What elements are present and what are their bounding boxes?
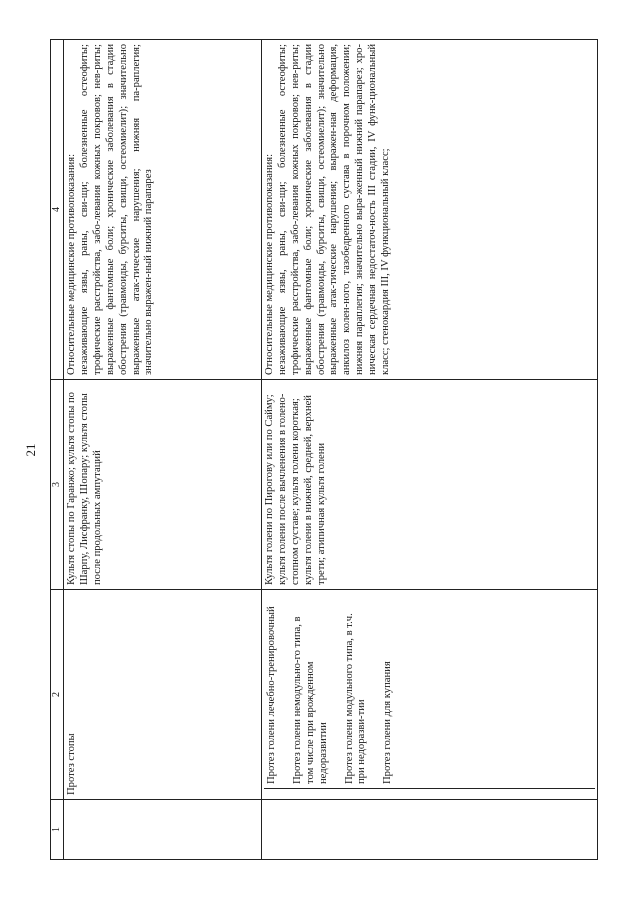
rotated-content [20, 40, 600, 860]
column-header-4: 4 [51, 40, 64, 380]
prosthesis-table [50, 39, 598, 860]
contraindications-title: Относительные медицинские противопоказания: [263, 153, 275, 375]
header-row [51, 40, 64, 860]
column-header-3: 3 [51, 380, 64, 590]
device-name: Протез голени лечебно-тренировочный [265, 606, 277, 784]
contraindications-text: незаживающие язвы, раны, сви-щи; болезненные остеофиты; трофические расстройства, забо-левания кожных покровов; нев-риты; выраженные фантомные боли; хронические заболевания в стадии обострения (травмоиды, бурситы, свищи, остеомиелит); значительно выраженные атак-тические нарушения; нижняя па-раплегия; значительно выражен-ный нижний парапарез [78, 44, 155, 375]
stump-cell: Культя стопы по Гаранжо; культя стопы по Шарпу, Лисфранку, Шопару; культя стопы после продольных ампутаций [64, 380, 262, 590]
column-header-2: 2 [51, 590, 64, 800]
device-name: Протез стопы [66, 733, 77, 795]
row-number-cell [64, 800, 262, 860]
table-row [64, 40, 262, 860]
contraindications-title: Относительные медицинские противопоказания: [66, 153, 77, 375]
device-name: Протез голени модульного типа, в т.ч. при недоразви-тии [343, 613, 368, 784]
device-cell [64, 590, 262, 800]
device-name: Протез голени немодульно-го типа, в том числе при врожденном недоразвитии [291, 616, 329, 784]
column-header-1: 1 [51, 800, 64, 860]
page-number: 21 [23, 443, 38, 457]
contraindications-text: незаживающие язвы, раны, сви-щи; болезненные остеофиты; трофические расстройства, забо-левания кожных покровов; нев-риты; выраженные фантомные боли; хронические заболевания в стадии обострения (травмоиды, бурситы, свищи, остеомиелит); значительно выраженные атак-тические нарушения; выражен-ная деформация, анкилоз колен-ного, тазобедренного сустава в порочном положении; нижняя параплегия; значительно выра-женный нижний парапарез; хро-ническая сердечная недостаточ-ность III стадии, IV функ-циональный класс; стенокардия III, IV функциональный класс; [276, 44, 392, 375]
table-row [261, 40, 597, 860]
stump-cell: Культя голени по Пирогову или по Сайму; культя голени после вычленения в голено-стопном суставе; культя голени короткая; культя голени в нижней, средней, верхней трети; атипичная культя голени [261, 380, 597, 590]
contraindications-cell [261, 40, 597, 380]
contraindications-cell [64, 40, 262, 380]
row-number-cell [261, 800, 597, 860]
device-cell [261, 590, 597, 800]
device-name: Протез голени для купания [382, 661, 394, 784]
